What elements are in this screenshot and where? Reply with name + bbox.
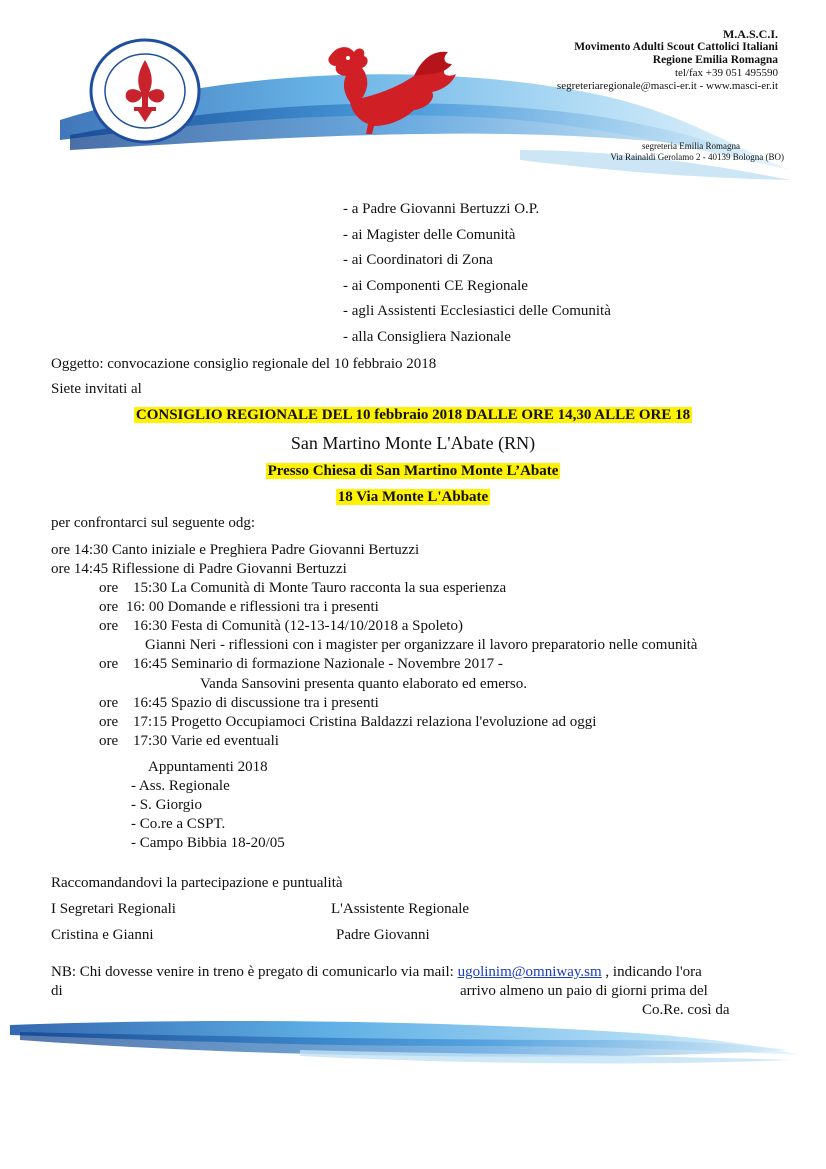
agenda-ore: ore xyxy=(99,599,119,615)
agenda-text: 16:30 Festa di Comunità (12-13-14/10/2018 a Spoleto) xyxy=(133,618,463,634)
agenda-text: 15:30 La Comunità di Monte Tauro racconta la sua esperienza xyxy=(133,580,507,596)
appointment-item: - Ass. Regionale xyxy=(131,778,230,794)
event-street-text: 18 Via Monte L'Abbate xyxy=(337,489,489,505)
agenda-ore: ore xyxy=(99,695,119,711)
recipient-item: - ai Componenti CE Regionale xyxy=(343,277,528,294)
agenda-top-2: ore 14:45 Riflessione di Padre Giovanni Bertuzzi xyxy=(51,561,347,577)
telfax: tel/fax +39 051 495590 xyxy=(674,67,778,79)
recipient-item: - ai Magister delle Comunità xyxy=(343,226,516,243)
email-web: segreteriaregionale@masci-er.it - www.masci-er.it xyxy=(556,80,778,92)
agenda-text: 17:30 Varie ed eventuali xyxy=(133,733,279,749)
agenda-ore: ore xyxy=(99,656,119,672)
agenda-item xyxy=(99,579,506,597)
recipient-item: - alla Consigliera Nazionale xyxy=(343,328,511,345)
agenda-item xyxy=(99,655,503,673)
note-prefix: NB: Chi dovesse venire in treno è pregato di comunicarlo via mail: xyxy=(51,964,454,980)
signature-left-role: I Segretari Regionali xyxy=(51,901,176,917)
event-street xyxy=(0,488,826,506)
note-suffix: , indicando l'ora xyxy=(605,964,702,980)
agenda-item xyxy=(99,732,279,750)
agenda-subitem: Gianni Neri - riflessioni con i magister per organizzare il lavoro preparatorio nelle comunità xyxy=(145,637,698,653)
appointment-item: - S. Giorgio xyxy=(131,797,202,813)
recipient-item: - agli Assistenti Ecclesiastici delle Comunità xyxy=(343,303,611,319)
agenda-ore: ore xyxy=(99,618,119,634)
agenda-text: 17:15 Progetto Occupiamoci Cristina Baldazzi relaziona l'evoluzione ad oggi xyxy=(133,714,597,730)
appointments-title: Appuntamenti 2018 xyxy=(148,759,268,775)
recipients-list xyxy=(343,200,611,353)
appointments-list xyxy=(131,777,285,853)
agenda-item xyxy=(99,617,463,635)
note-email-link[interactable]: ugolinim@omniway.sm xyxy=(457,964,602,980)
rooster-icon xyxy=(318,38,468,138)
secretary-block xyxy=(610,141,784,163)
org-short: M.A.S.C.I. xyxy=(722,27,778,41)
agenda-ore: ore xyxy=(99,714,119,730)
note-line-1 xyxy=(51,963,702,981)
agenda-item xyxy=(99,694,379,712)
secretary-address: Via Rainaldi Gerolamo 2 - 40139 Bologna (BO) xyxy=(610,152,784,162)
org-region: Regione Emilia Romagna xyxy=(652,54,778,66)
note-line2-right: arrivo almeno un paio di giorni prima del xyxy=(460,983,708,999)
event-location: San Martino Monte L'Abate (RN) xyxy=(290,433,536,453)
event-venue-text: Presso Chiesa di San Martino Monte L’Abate xyxy=(267,463,559,479)
footer-swoosh xyxy=(0,1010,826,1090)
secretary-label: segreteria Emilia Romagna xyxy=(642,141,740,151)
agenda-text: 16:45 Spazio di discussione tra i presenti xyxy=(133,695,379,711)
agenda-ore: ore xyxy=(99,733,119,749)
recipient-item: - ai Coordinatori di Zona xyxy=(343,252,493,268)
agenda-top-1: ore 14:30 Canto iniziale e Preghiera Padre Giovanni Bertuzzi xyxy=(51,542,420,558)
recipient-item: - a Padre Giovanni Bertuzzi O.P. xyxy=(343,201,540,217)
note-line3: Co.Re. così da xyxy=(642,1002,730,1018)
agenda-ore: ore xyxy=(99,580,119,596)
note-line2-left: di xyxy=(51,983,63,999)
signature-right-names: Padre Giovanni xyxy=(336,927,430,943)
agenda-text: 16:45 Seminario di formazione Nazionale - Novembre 2017 - xyxy=(133,656,503,672)
event-venue xyxy=(0,462,826,480)
signature-left-names: Cristina e Gianni xyxy=(51,927,154,943)
org-full: Movimento Adulti Scout Cattolici Italiani xyxy=(574,41,778,53)
agenda-item xyxy=(99,598,379,616)
invite-line: Siete invitati al xyxy=(51,381,142,397)
appointment-item: - Co.re a CSPT. xyxy=(131,816,226,832)
event-title-text: CONSIGLIO REGIONALE DEL 10 febbraio 2018 DALLE ORE 14,30 ALLE ORE 18 xyxy=(135,407,691,423)
agenda-subitem: Vanda Sansovini presenta quanto elaborato ed emerso. xyxy=(200,676,527,692)
event-title xyxy=(0,406,826,424)
signature-right-role: L'Assistente Regionale xyxy=(331,901,470,917)
header-text-block xyxy=(557,28,778,93)
subject-line: Oggetto: convocazione consiglio regionale del 10 febbraio 2018 xyxy=(51,356,437,372)
appointment-item: - Campo Bibbia 18-20/05 xyxy=(131,835,285,851)
agenda-item xyxy=(99,713,596,731)
masci-logo xyxy=(86,36,204,146)
agenda-text: 16: 00 Domande e riflessioni tra i presenti xyxy=(126,599,379,615)
closing-line: Raccomandandovi la partecipazione e puntualità xyxy=(51,875,343,891)
odg-intro: per confrontarci sul seguente odg: xyxy=(51,515,256,531)
